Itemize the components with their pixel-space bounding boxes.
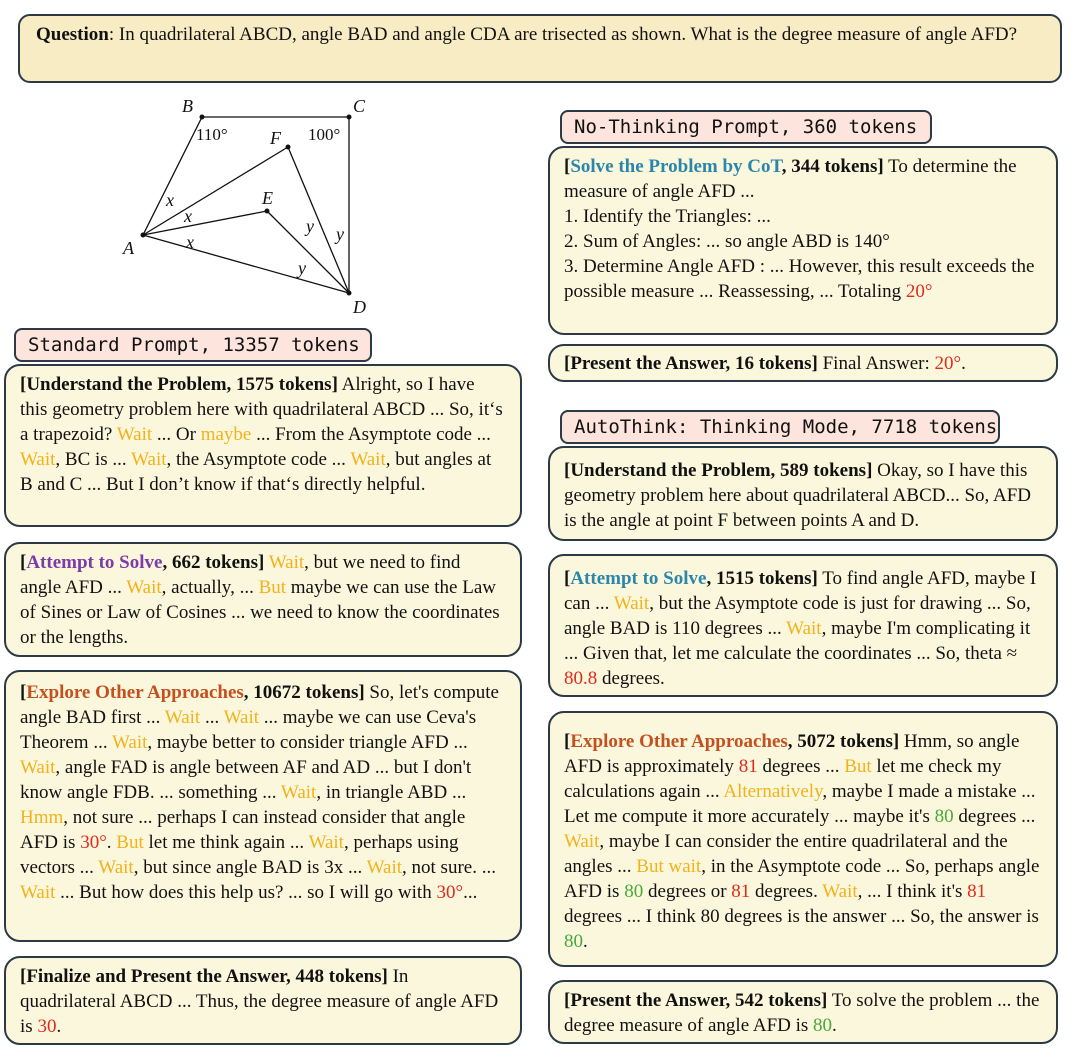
var-y-3: y [298,258,306,278]
point-e [265,209,270,214]
geometry-diagram [110,92,380,324]
question-text: : In quadrilateral ABCD, angle BAD and angle CDA are trisected as shown. What is the degree measure of angle AFD? [108,24,1018,45]
point-b [200,115,205,120]
question-box [18,14,1062,83]
nothink-present-box: [Present the Answer, 16 tokens] Final Answer: 20°. [548,344,1058,382]
label-a: A [123,238,134,258]
label-b: B [182,96,193,116]
no-thinking-prompt-tag: No-Thinking Prompt, 360 tokens [560,110,932,144]
side-ad [143,235,349,293]
point-c [347,115,352,120]
label-f: F [270,128,281,148]
label-e: E [262,188,273,208]
standard-explore-box: [Explore Other Approaches, 10672 tokens] So, let's compute angle BAD first ... Wait ... Wait ... maybe we can use Ceva's Theorem ... Wait, maybe better to consider triangle AFD ... Wait, angle FAD is angle between AF and AD ... but I don't know angle FDB. ... something ... Wait, in triangle ABD ... Hmm, not sure ... perhaps I can instead consider that angle AFD is 30°. But let me think again ... Wait, perhaps using vectors ... Wait, but since angle BAD is 3x ... Wait, not sure. ... Wait ... But how does this help us? ... so I will go with 30°... [4,670,522,942]
autothink-attempt-box: [Attempt to Solve, 1515 tokens] To find angle AFD, maybe I can ... Wait, but the Asymptote code is just for drawing ... So, angle BAD is 110 degrees ... Wait, maybe I'm complicating it ... Given that, let me calculate the coordinates ... So, theta ≈ 80.8 degrees. [548,554,1058,697]
autothink-tag: AutoThink: Thinking Mode, 7718 tokens [560,410,1000,444]
point-d [347,291,352,296]
autothink-present-box: [Present the Answer, 542 tokens] To solve the problem ... the degree measure of angle AFD is 80. [548,980,1058,1044]
point-a [141,233,146,238]
angle-b-label: 110° [196,125,228,144]
var-y-1: y [306,216,314,236]
standard-finalize-box: [Finalize and Present the Answer, 448 tokens] In quadrilateral ABCD ... Thus, the degree measure of angle AFD is 30. [4,956,522,1045]
var-y-2: y [336,224,344,244]
var-x-3: x [186,232,194,252]
nothink-solve-box: [Solve the Problem by CoT, 344 tokens] To determine the measure of angle AFD ... 1. Identify the Triangles: ... 2. Sum of Angles: ... so angle ABD is 140° 3. Determine Angle AFD : ... However, this result exceeds the possible measure ... Reassessing, ... Totaling 20° [548,146,1058,335]
standard-prompt-tag: Standard Prompt, 13357 tokens [14,328,372,362]
label-c: C [353,96,366,116]
standard-attempt-box: [Attempt to Solve, 662 tokens] Wait, but we need to find angle AFD ... Wait, actually, ... But maybe we can use the Law of Sines or Law of Cosines ... we need to know the coordinates or the lengths. [4,542,522,657]
standard-understand-box: [Understand the Problem, 1575 tokens] Alright, so I have this geometry problem here with quadrilateral ABCD ... So, it‘s a trapezoid? Wait ... Or maybe ... From the Asymptote code ... Wait, BC is ... Wait, the Asymptote code ... Wait, but angles at B and C ... But I don’t know if that‘s directly helpful. [4,364,522,527]
var-x-1: x [166,190,174,210]
point-f [286,145,291,150]
var-x-2: x [184,206,192,226]
autothink-understand-box: [Understand the Problem, 589 tokens] Okay, so I have this geometry problem here about quadrilateral ABCD... So, AFD is the angle at point F between points A and D. [548,446,1058,541]
question-label: Question [36,24,109,45]
label-d: D [353,297,366,317]
autothink-explore-box: [Explore Other Approaches, 5072 tokens] Hmm, so angle AFD is approximately 81 degrees ... But let me check my calculations again ... Alternatively, maybe I made a mistake ... Let me compute it more accurately ... maybe it's 80 degrees ... Wait, maybe I can consider the entire quadrilateral and the angles ... But wait, in the Asymptote code ... So, perhaps angle AFD is 80 degrees or 81 degrees. Wait, ... I think it's 81 degrees ... I think 80 degrees is the answer ... So, the answer is 80. [548,711,1058,967]
angle-c-label: 100° [308,125,341,144]
